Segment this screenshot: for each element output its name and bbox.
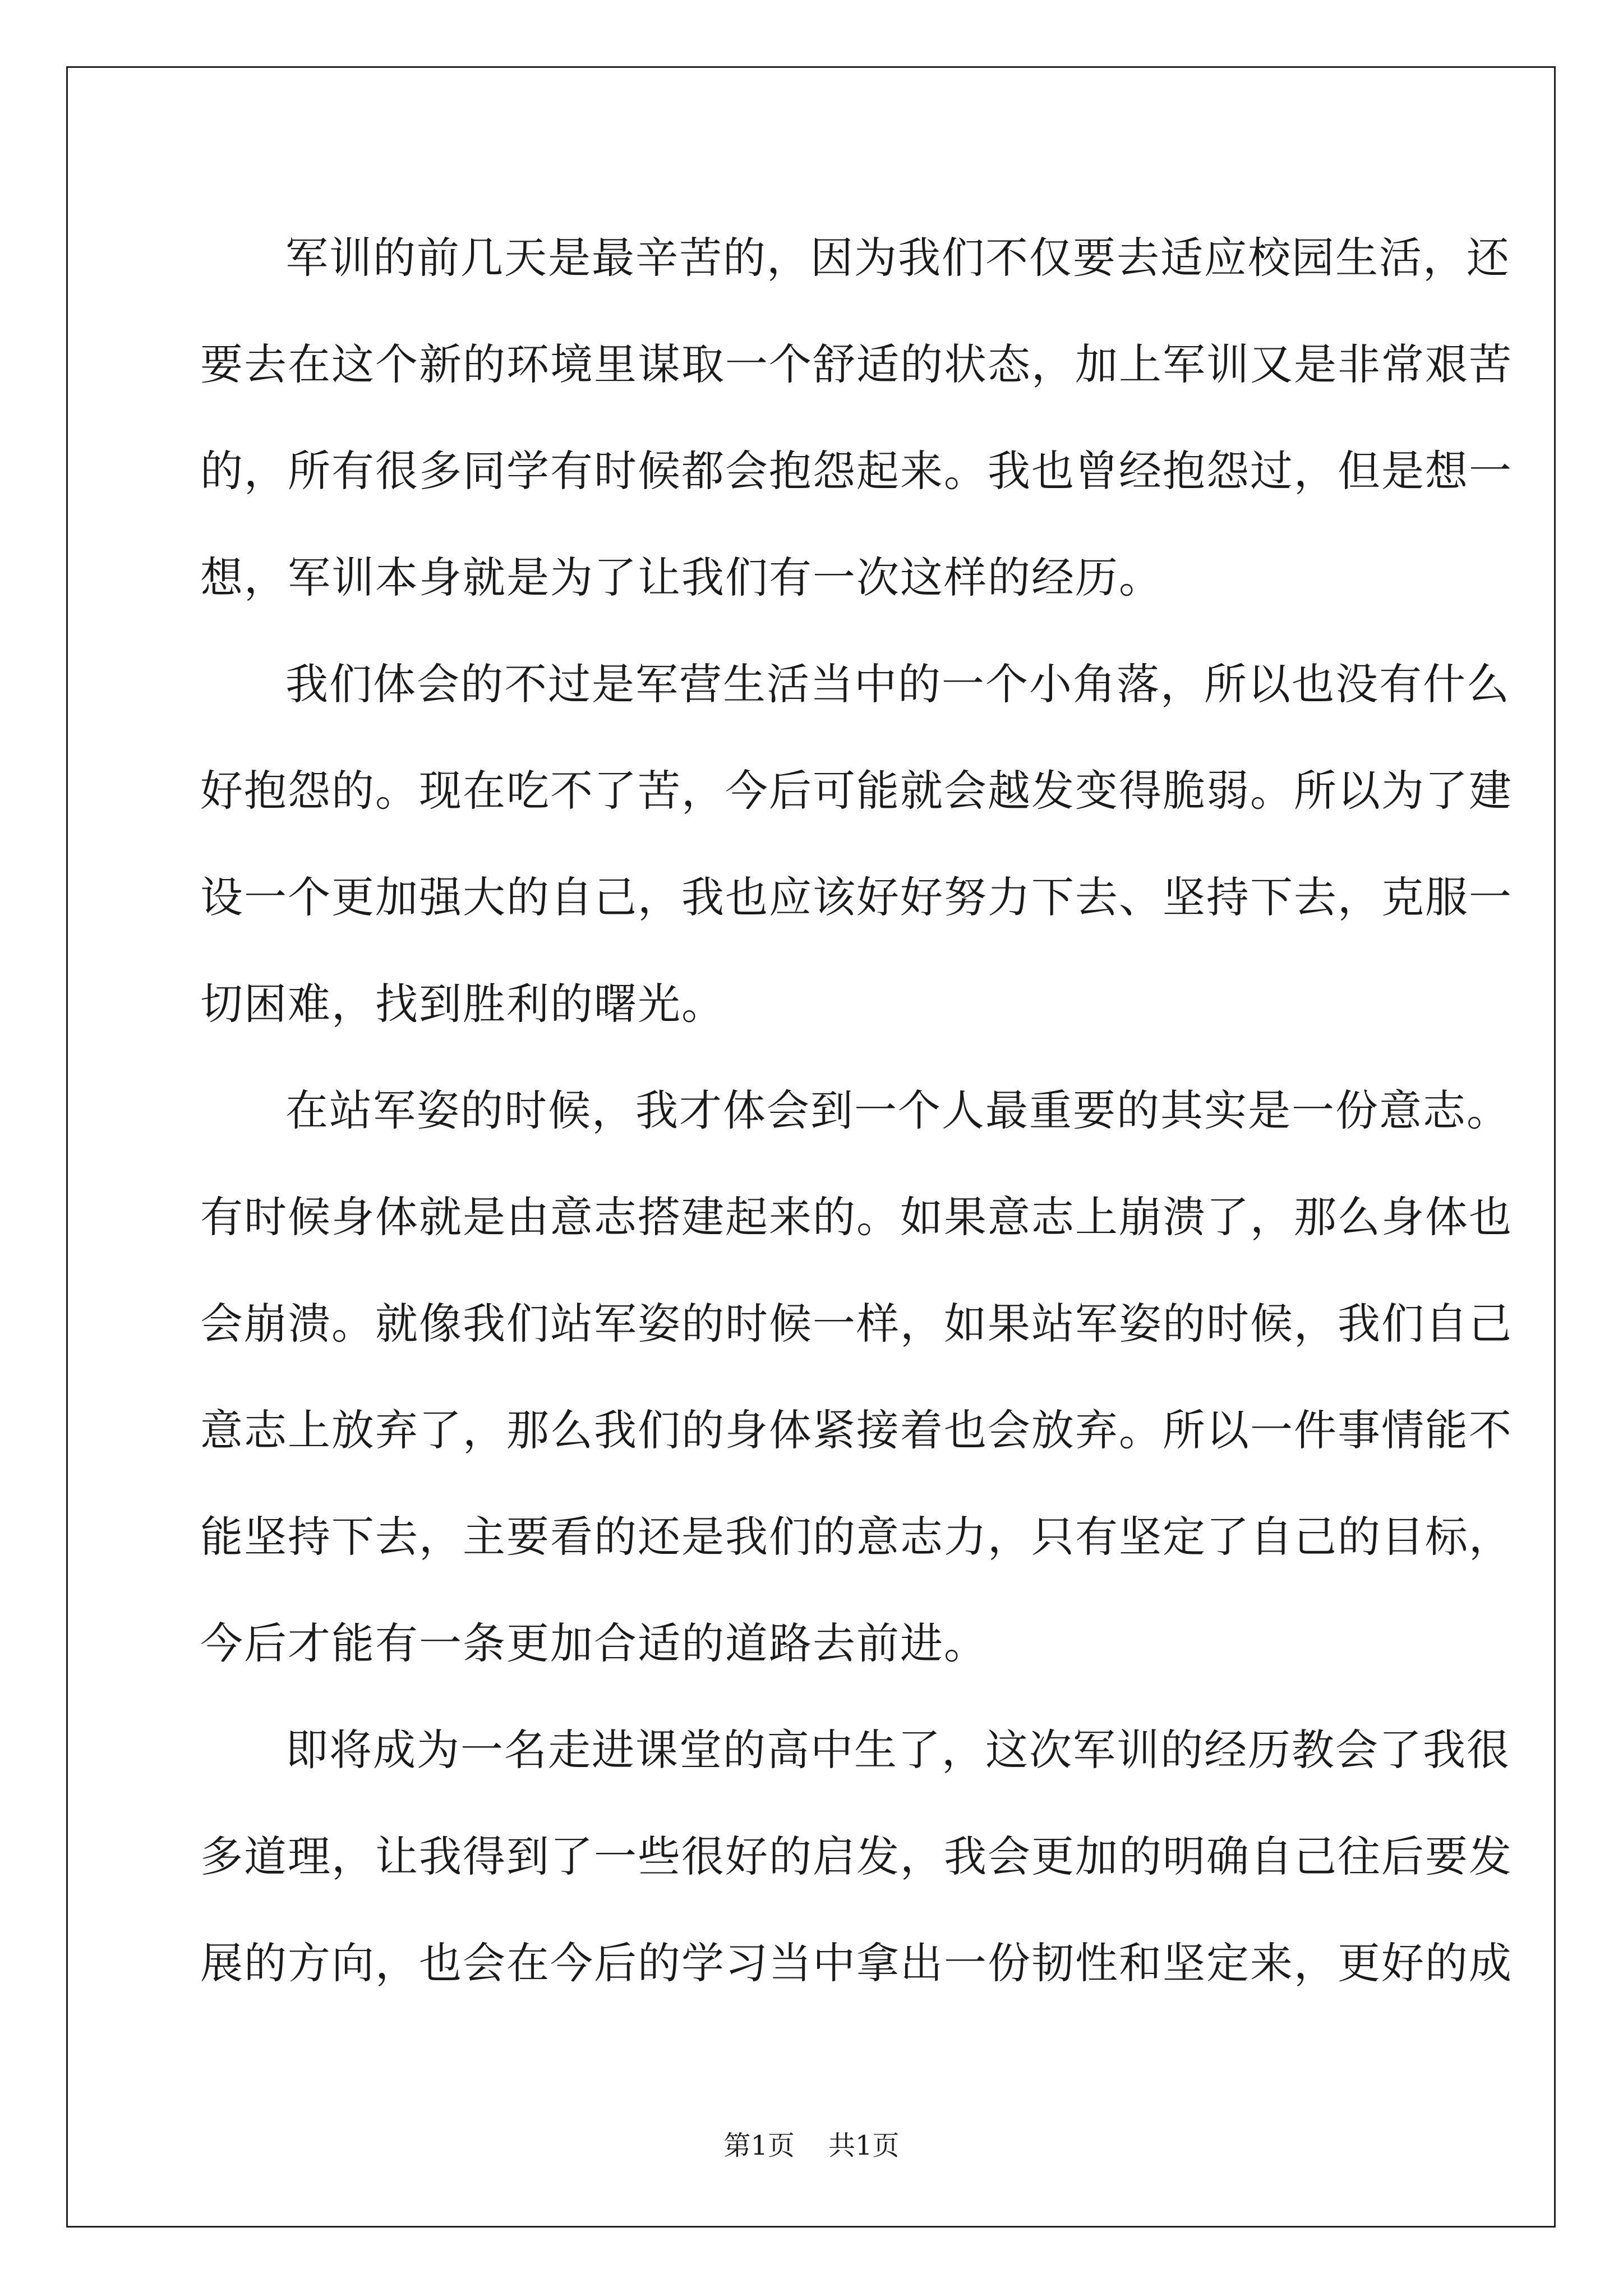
text-line: 切困难，找到胜利的曙光。 — [200, 979, 725, 1029]
page-footer — [0, 2129, 1623, 2162]
text-line: 即将成为一名走进课堂的高中生了，这次军训的经历教会了我很 — [285, 1725, 1510, 1775]
text-line: 好抱怨的。现在吃不了苦，今后可能就会越发变得脆弱。所以为了建 — [200, 766, 1513, 816]
text-line: 有时候身体就是由意志搭建起来的。如果意志上崩溃了，那么身体也 — [200, 1192, 1513, 1242]
text-line: 意志上放弃了，那么我们的身体紧接着也会放弃。所以一件事情能不 — [200, 1405, 1513, 1455]
paragraph-2 — [200, 631, 1513, 1057]
paragraph-1 — [200, 205, 1513, 631]
page-number: 第1页 — [723, 2130, 795, 2161]
paragraph-3 — [200, 1057, 1513, 1697]
text-line: 在站军姿的时候，我才体会到一个人最重要的其实是一份意志。 — [285, 1085, 1510, 1135]
text-line: 军训的前几天是最辛苦的，因为我们不仅要去适应校园生活，还 — [285, 233, 1510, 283]
text-line: 能坚持下去，主要看的还是我们的意志力，只有坚定了自己的目标， — [200, 1512, 1513, 1562]
paragraph-4 — [200, 1697, 1513, 2017]
text-line: 展的方向，也会在今后的学习当中拿出一份韧性和坚定来，更好的成 — [200, 1938, 1513, 1988]
text-line: 多道理，让我得到了一些很好的启发，我会更加的明确自己往后要发 — [200, 1832, 1513, 1881]
text-line: 我们体会的不过是军营生活当中的一个小角落，所以也没有什么 — [285, 659, 1510, 709]
page-total: 共1页 — [828, 2130, 900, 2161]
text-line: 今后才能有一条更加合适的道路去前进。 — [200, 1618, 988, 1668]
text-line: 设一个更加强大的自己，我也应该好好努力下去、坚持下去，克服一 — [200, 872, 1513, 922]
text-line: 想，军训本身就是为了让我们有一次这样的经历。 — [200, 553, 1163, 602]
document-body — [200, 205, 1513, 2017]
text-line: 会崩溃。就像我们站军姿的时候一样，如果站军姿的时候，我们自己 — [200, 1299, 1513, 1349]
text-line: 的，所有很多同学有时候都会抱怨起来。我也曾经抱怨过，但是想一 — [200, 446, 1513, 496]
text-line: 要去在这个新的环境里谋取一个舒适的状态，加上军训又是非常艰苦 — [200, 339, 1513, 389]
